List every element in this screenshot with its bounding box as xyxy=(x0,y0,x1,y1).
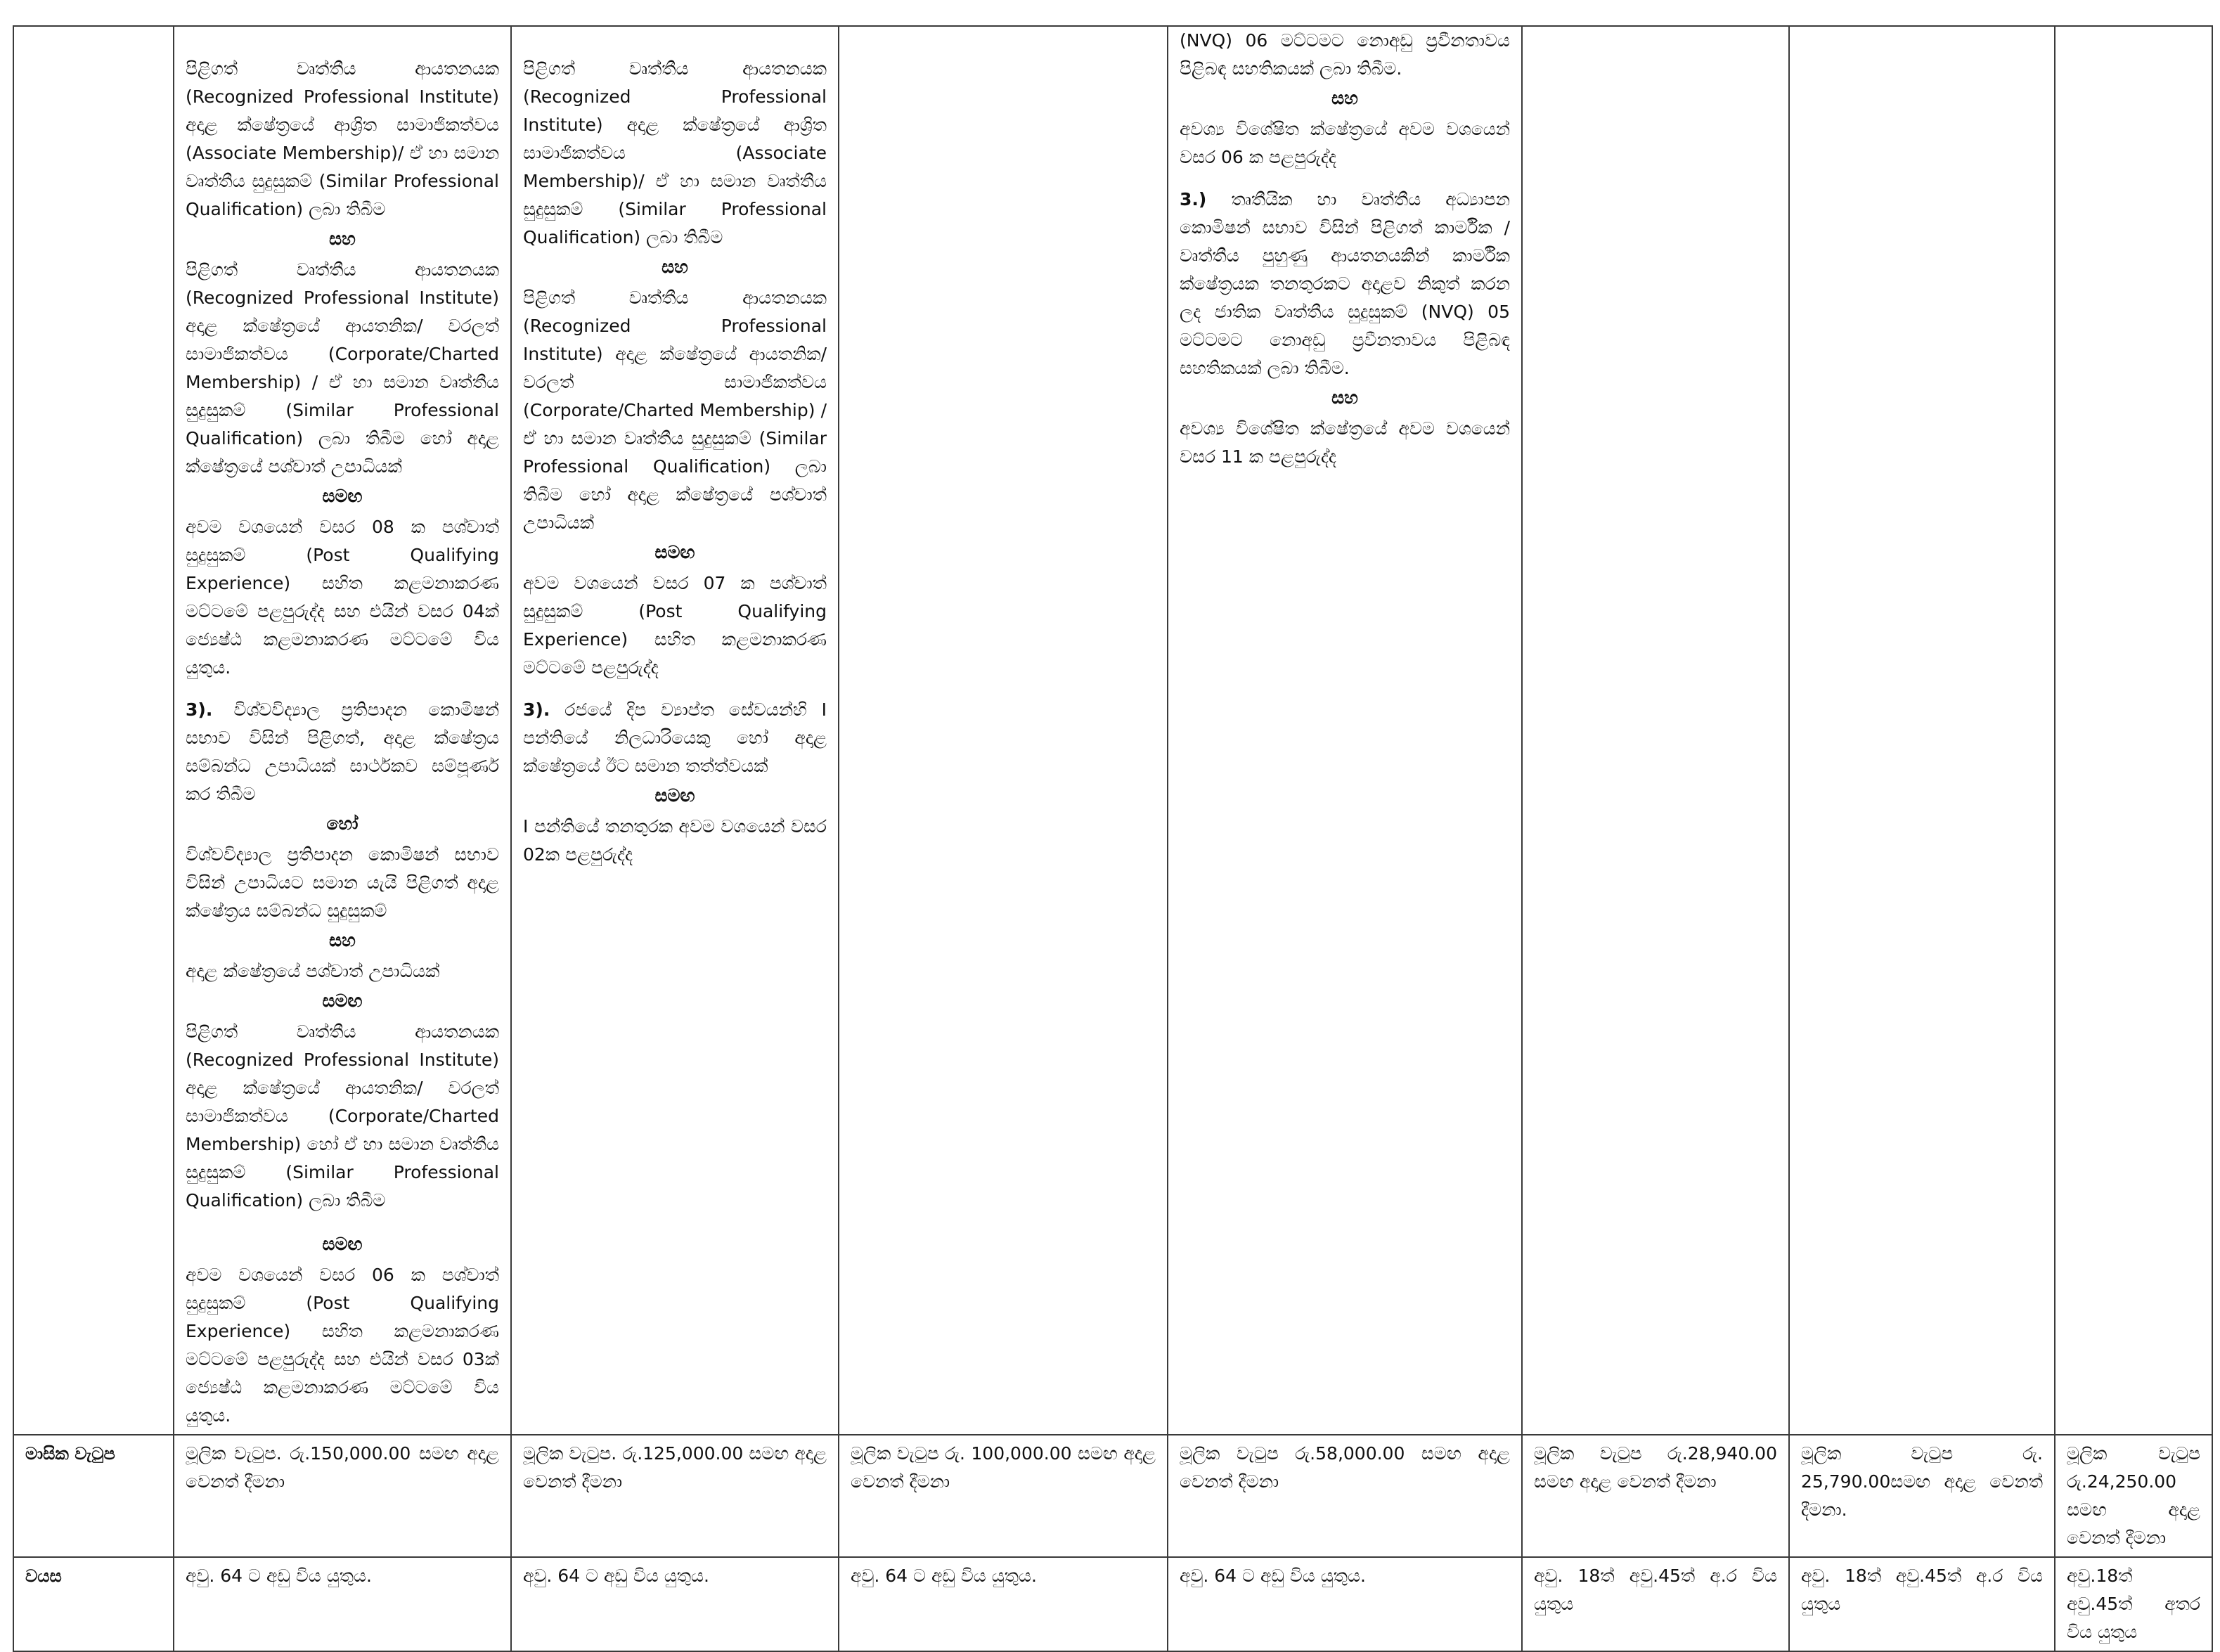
col4-conjunction-1: සහ xyxy=(1331,88,1358,108)
cell-col3-salary: මූලික වැටුප රු. 100,000.00 සමඟ අදාළ වෙනත් දීමනා xyxy=(839,1435,1168,1557)
row-label-age: වයස xyxy=(13,1557,174,1651)
col2-option-3-text: රජයේ දිප ව්‍යාප්ත සේවයන්හි I පන්තියේ නිලධාරියෙකු හෝ අදාළ ක්ෂේත්‍රයේ ඊට සමාන තත්ත්වයක් xyxy=(523,699,827,776)
col2-requirement-3: අවම වශයෙන් වසර 07 ක පශ්චාත් සුදුසුකම් (Post Qualifying Experience) සහිත කළමනාකරණ මට්ටමේ පළපුරුද්ද xyxy=(523,573,827,678)
col1-option-3-number: 3). xyxy=(186,699,213,720)
col1-conjunction-2: සමඟ xyxy=(322,486,363,506)
cell-col7-salary: මූලික වැටුප රු.24,250.00 සමඟ අදාළ වෙනත් දීමනා xyxy=(2055,1435,2212,1557)
col1-conjunction-6: සමඟ xyxy=(322,1234,363,1254)
cell-col7-age: අවු.18ත් අවු.45ත් අතර විය යුතුය xyxy=(2055,1557,2212,1651)
cell-col7-qualifications xyxy=(2055,26,2212,1435)
col4-option-3-number: 3.) xyxy=(1180,189,1207,209)
col2-requirement-5: I පන්තියේ තනතුරක අවම වශයෙන් වසර 02ක පළපුරුද්ද xyxy=(523,816,827,865)
cell-col1-age: අවු. 64 ට අඩු විය යුතුය. xyxy=(174,1557,511,1651)
table-row-age xyxy=(13,1557,2212,1651)
col1-conjunction-4: සහ xyxy=(329,930,356,950)
col1-conjunction-5: සමඟ xyxy=(322,990,363,1011)
col4-requirement-2: අවශ්‍ය විශේෂිත ක්ෂේත්‍රයේ අවම වශයෙන් වසර 06 ක පළපුරුද්ද xyxy=(1180,119,1510,167)
col1-requirement-7: පිළිගත් වෘත්තීය ආයතනයක (Recognized Professional Institute) අදාළ ක්ෂේත්‍රයේ ආයතනික/ වරලත් සාමාජිකත්වය (Corporate/Charted Membership) හෝ ඒ හා සමාන වෘත්තීය සුදුසුකම් (Similar Professional Qualification) ලබා තිබීම xyxy=(186,1021,499,1211)
col1-option-3 xyxy=(186,696,499,808)
table-row-salary xyxy=(13,1435,2212,1557)
col1-requirement-8: අවම වශයෙන් වසර 06 ක පශ්චාත් සුදුසුකම් (Post Qualifying Experience) සහිත කළමනාකරණ මට්ටමේ පළපුරුද්ද සහ එයින් වසර 03ක් ජ්‍යෙෂ්ඨ කළමනාකරණ මට්ටමේ විය යුතුය. xyxy=(186,1265,499,1426)
col2-requirement-2: පිළිගත් වෘත්තීය ආයතනයක (Recognized Professional Institute) අදාළ ක්ෂේත්‍රයේ ආයතනික/ වරලත් සාමාජිකත්වය (Corporate/Charted Membership) / ඒ හා සමාන වෘත්තීය සුදුසුකම් (Similar Professional Qualification) ලබා තිබීම හෝ අදාළ ක්ෂේත්‍රයේ පශ්චාත් උපාධියක් xyxy=(523,288,827,533)
cell-col2-age: අවු. 64 ට අඩු විය යුතුය. xyxy=(511,1557,839,1651)
cell-col2-salary: මූලික වැටුප. රු.125,000.00 සමඟ අදාළ වෙනත් දීමනා xyxy=(511,1435,839,1557)
cell-col4-age: අවු. 64 ට අඩු විය යුතුය. xyxy=(1168,1557,1522,1651)
cell-col3-age: අවු. 64 ට අඩු විය යුතුය. xyxy=(839,1557,1168,1651)
col1-requirement-6: අදාළ ක්ෂේත්‍රයේ පශ්චාත් උපාධියක් xyxy=(186,961,440,981)
cell-col5-qualifications xyxy=(1522,26,1789,1435)
col4-option-3 xyxy=(1180,186,1510,382)
col2-option-3-number: 3). xyxy=(523,699,550,720)
col1-conjunction-1: සහ xyxy=(329,228,356,249)
col4-requirement-1: (NVQ) 06 මට්ටමට නොඅඩු ප්‍රවීනතාවය පිළිබඳ සහතිකයක් ලබා තිබීම. xyxy=(1180,30,1510,79)
cell-col1-qualifications xyxy=(174,26,511,1435)
col4-requirement-4: අවශ්‍ය විශේෂිත ක්ෂේත්‍රයේ අවම වශයෙන් වසර 11 ක පළපුරුද්ද xyxy=(1180,418,1510,467)
cell-col6-salary: මූලික වැටුප රු. 25,790.00සමඟ අදාළ වෙනත් දීමනා. xyxy=(1789,1435,2055,1557)
col2-requirement-1: පිළිගත් වෘත්තීය ආයතනයක (Recognized Professional Institute) අදාළ ක්ෂේත්‍රයේ ආශ්‍රිත සාමාජිකත්වය (Associate Membership)/ ඒ හා සමාන වෘත්තීය සුදුසුකම් (Similar Professional Qualification) ලබා තිබීම xyxy=(523,58,827,247)
cell-col6-age: අවු. 18ත් අවු.45ත් අ.ර විය යුතුය xyxy=(1789,1557,2055,1651)
cell-col2-qualifications xyxy=(511,26,839,1435)
col4-option-3-text: තෘතීයික හා වෘත්තීය අධ්‍යාපන කොමිෂන් සභාව විසින් පිළිගත් කාර්මික / වෘත්තීය පුහුණු ආයතනයකින් කාර්මික ක්ෂේත්‍රයක තනතුරකට අදාළව නිකුත් කරන ලද ජාතික වෘත්තීය සුදුසුකම් (NVQ) 05 මට්ටමට නොඅඩු ප්‍රවීනතාවය පිළිබඳ සහතිකයක් ලබා තිබීම. xyxy=(1180,189,1510,378)
cell-col4-qualifications xyxy=(1168,26,1522,1435)
col2-conjunction-3: සමඟ xyxy=(654,785,695,806)
col1-requirement-2: පිළිගත් වෘත්තීය ආයතනයක (Recognized Professional Institute) අදාළ ක්ෂේත්‍රයේ ආයතනික/ වරලත් සාමාජිකත්වය (Corporate/Charted Membership) / ඒ හා සමාන වෘත්තීය සුදුසුකම් (Similar Professional Qualification) ලබා තිබීම හෝ අදාළ ක්ෂේත්‍රයේ පශ්චාත් උපාධියක් xyxy=(186,259,499,477)
cell-col5-age: අවු. 18ත් අවු.45ත් අ.ර විය යුතුය xyxy=(1522,1557,1789,1651)
cell-col5-salary: මූලික වැටුප රු.28,940.00 සමඟ අදාළ වෙනත් දීමනා xyxy=(1522,1435,1789,1557)
cell-col4-salary: මූලික වැටුප රු.58,000.00 සමඟ අදාළ වෙනත් දීමනා xyxy=(1168,1435,1522,1557)
col1-requirement-1: පිළිගත් වෘත්තීය ආයතනයක (Recognized Professional Institute) අදාළ ක්ෂේත්‍රයේ ආශ්‍රිත සාමාජිකත්වය (Associate Membership)/ ඒ හා සමාන වෘත්තීය සුදුසුකම් (Similar Professional Qualification) ලබා තිබීම xyxy=(186,58,499,219)
col1-requirement-3: අවම වශයෙන් වසර 08 ක පශ්චාත් සුදුසුකම් (Post Qualifying Experience) සහිත කළමනාකරණ මට්ටමේ පළපුරුද්ද සහ එයින් වසර 04ක් ජ්‍යෙෂ්ඨ කළමනාකරණ මට්ටමේ විය යුතුය. xyxy=(186,517,499,678)
col4-conjunction-2: සහ xyxy=(1331,387,1358,408)
col1-option-3-text: විශ්වවිද්‍යාල ප්‍රතිපාදන කොමිෂන් සභාව විසින් පිළිගත්, අදාළ ක්ෂේත්‍රය සම්බන්ධ උපාධියක් සාර්ථකව සම්පූර්ණ කර තිබීම xyxy=(186,699,499,804)
table-row-qualifications xyxy=(13,26,2212,1435)
col1-conjunction-3: හෝ xyxy=(326,813,359,834)
col1-requirement-5: විශ්වවිද්‍යාල ප්‍රතිපාදන කොමිෂන් සභාව විසින් උපාධියට සමාන යැයි පිළිගත් අදාළ ක්ෂේත්‍රය සම්බන්ධ සුදුසුකම් xyxy=(186,844,499,921)
cell-col1-salary: මූලික වැටුප. රු.150,000.00 සමඟ අදාළ වෙනත් දීමනා xyxy=(174,1435,511,1557)
col2-option-3 xyxy=(523,696,827,780)
cell-col3-qualifications xyxy=(839,26,1168,1435)
row-label-empty xyxy=(13,26,174,1435)
col2-conjunction-2: සමඟ xyxy=(654,542,695,562)
cell-col6-qualifications xyxy=(1789,26,2055,1435)
qualifications-table xyxy=(13,25,2213,1652)
col2-conjunction-1: සහ xyxy=(662,257,688,277)
row-label-salary: මාසික වැටුප xyxy=(13,1435,174,1557)
